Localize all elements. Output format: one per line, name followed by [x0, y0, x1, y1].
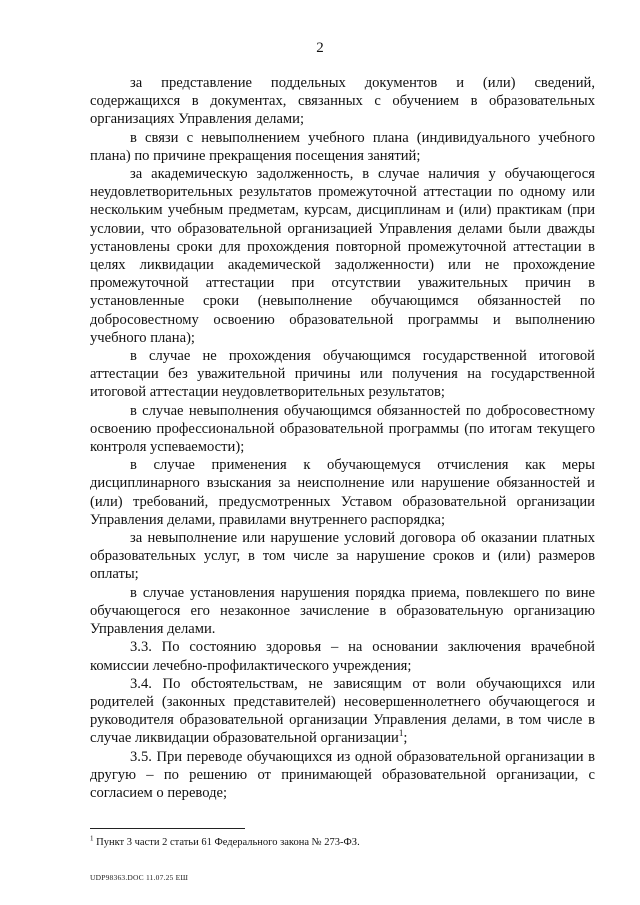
page-number: 2: [316, 40, 324, 56]
paragraph-3-4-end: ;: [403, 730, 408, 747]
paragraph-admission-violation: в случае установления нарушения порядка приема, повлекшего по вине обучающегося его незаконное зачисление в образовательную организацию Управления делами.: [90, 584, 595, 638]
file-stamp: UDP98363.DOC 11.07.25 ЕШ: [90, 873, 189, 882]
paragraph-academic-debt: за академическую задолженность, в случае наличия у обучающегося неудовлетворительных результатов промежуточной аттестации по одному или нескольким учебным предметам, курсам, дисциплинам и (или) практикам (при условии, что образовательной организацией Управления делами были дважды установлены сроки для прохождения повторной промежуточной аттестации в целях ликвидации академической задолженности) или не прохождение промежуточной аттестации при отсутствии уважительных причин в установленные сроки (невыполнение обучающимся обязанностей по добросовестному освоению образовательной программы и выполнению учебного плана);: [90, 166, 595, 346]
footnote: [90, 836, 595, 849]
paragraph-3-4-circumstances: [90, 675, 595, 748]
paragraph-3-4-text: 3.4. По обстоятельствам, не зависящим от воли обучающихся или родителей (законных представителей) несовершеннолетнего обучающегося и руководителя образовательной организации Управления делами, в том числе в случае ликвидации образовательной организации: [90, 675, 595, 747]
document-body: [90, 74, 595, 802]
paragraph-disciplinary-expulsion: в случае применения к обучающемуся отчисления как меры дисциплинарного взыскания за неисполнение или нарушение обязанностей и (или) требований, предусмотренных Уставом образовательной организации Управления делами, правилами внутреннего распорядка;: [90, 457, 595, 528]
paragraph-paid-services-contract: за невыполнение или нарушение условий договора об оказании платных образовательных услуг, в том числе за нарушение сроков и (или) размеров оплаты;: [90, 530, 595, 583]
footnote-text: Пункт 3 части 2 статьи 61 Федерального закона № 273-ФЗ.: [96, 837, 360, 848]
footnote-reference: 1: [398, 728, 404, 739]
paragraph-curriculum-failure: в связи с невыполнением учебного плана (индивидуального учебного плана) по причине прекращения посещения занятий;: [90, 129, 595, 164]
paragraph-3-5-transfer: 3.5. При переводе обучающихся из одной образовательной организации в другую – по решению от принимающей образовательной организации, с согласием о переводе;: [90, 748, 595, 801]
footnote-mark: 1: [90, 834, 94, 843]
footnote-divider: [90, 828, 245, 829]
paragraph-state-attestation: в случае не прохождения обучающимся государственной итоговой аттестации без уважительной причины или получения на государственной итоговой аттестации неудовлетворительных результатов;: [90, 348, 595, 401]
paragraph-3-3-health: 3.3. По состоянию здоровья – на основании заключения врачебной комиссии лечебно-профилактического учреждения;: [90, 639, 595, 674]
paragraph-program-obligations: в случае невыполнения обучающимся обязанностей по добросовестному освоению профессиональной образовательной программы (по итогам текущего контроля успеваемости);: [90, 402, 595, 456]
paragraph-forged-documents: за представление поддельных документов и (или) сведений, содержащихся в документах, связанных с обучением в образовательных организациях Управления делами;: [90, 75, 595, 128]
